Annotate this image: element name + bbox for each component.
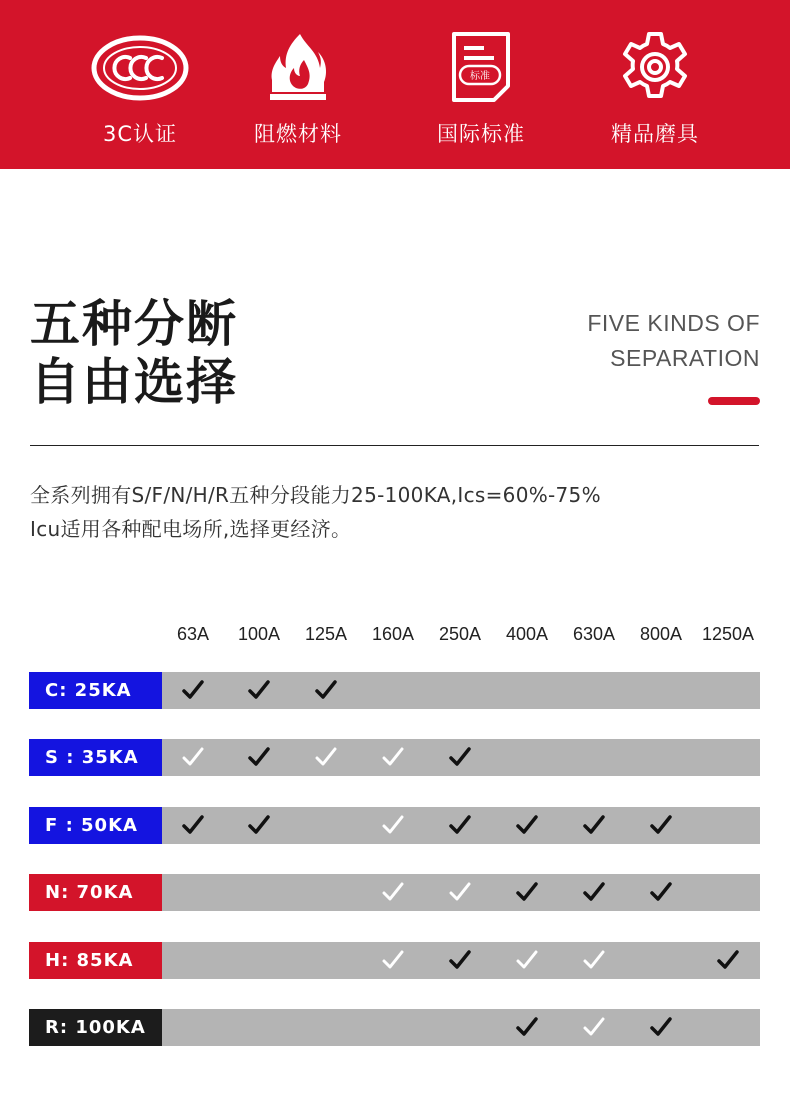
check-icon [247, 813, 271, 837]
column-header: 1250A [701, 624, 755, 644]
feature-precision-mold [555, 0, 755, 169]
gear-icon [618, 30, 692, 104]
check-light-icon [381, 745, 405, 769]
table-row [29, 672, 760, 709]
feature-label-flame: 阻燃材料 [254, 122, 342, 146]
check-icon [448, 948, 472, 972]
heading-cn-line2: 自由选择 [30, 353, 238, 411]
check-light-icon [582, 948, 606, 972]
check-icon [649, 880, 673, 904]
standard-badge-text: 标准 [470, 71, 490, 82]
check-icon [448, 813, 472, 837]
divider-line [30, 445, 759, 446]
check-light-icon [381, 813, 405, 837]
check-icon [515, 813, 539, 837]
description [30, 478, 765, 546]
check-icon [716, 948, 740, 972]
check-light-icon [181, 745, 205, 769]
table-row [29, 874, 760, 911]
ccc-certification-icon [90, 28, 190, 104]
check-icon [515, 880, 539, 904]
check-icon [649, 813, 673, 837]
heading-en-line1: FIVE KINDS OF [587, 310, 760, 336]
row-label: R: 100KA [29, 1009, 162, 1046]
check-icon [181, 813, 205, 837]
check-light-icon [314, 745, 338, 769]
feature-flame-retardant [198, 0, 398, 169]
standard-document-icon [450, 30, 512, 102]
check-light-icon [582, 1015, 606, 1039]
row-label: F : 50KA [29, 807, 162, 844]
table-row [29, 807, 760, 844]
check-icon [582, 813, 606, 837]
column-header: 800A [639, 624, 683, 644]
column-header: 63A [176, 624, 210, 644]
row-label: S : 35KA [29, 739, 162, 776]
column-header: 250A [438, 624, 482, 644]
feature-banner [0, 0, 790, 169]
check-icon [247, 745, 271, 769]
check-icon [247, 678, 271, 702]
heading-cn-line1: 五种分断 [30, 295, 238, 353]
check-light-icon [381, 948, 405, 972]
check-icon [314, 678, 338, 702]
check-icon [649, 1015, 673, 1039]
row-label: N: 70KA [29, 874, 162, 911]
table-row [29, 1009, 760, 1046]
heading-en-line2: SEPARATION [610, 345, 760, 371]
check-icon [515, 1015, 539, 1039]
check-icon [448, 745, 472, 769]
description-line1: 全系列拥有S/F/N/H/R五种分段能力25-100KA,Ics=60%-75% [30, 483, 601, 507]
row-label: H: 85KA [29, 942, 162, 979]
row-label: C: 25KA [29, 672, 162, 709]
feature-label-standard: 国际标准 [437, 122, 525, 146]
check-icon [582, 880, 606, 904]
check-light-icon [448, 880, 472, 904]
column-header: 125A [304, 624, 348, 644]
check-light-icon [381, 880, 405, 904]
check-icon [181, 678, 205, 702]
feature-label-precision-mold: 精品磨具 [611, 122, 699, 146]
column-header: 630A [572, 624, 616, 644]
column-header: 400A [505, 624, 549, 644]
accent-bar [708, 397, 760, 405]
column-header: 100A [237, 624, 281, 644]
description-line2: Icu适用各种配电场所,选择更经济。 [30, 517, 352, 541]
flame-icon [266, 32, 330, 104]
table-row [29, 739, 760, 776]
feature-label-3c: 3C认证 [102, 122, 178, 146]
check-light-icon [515, 948, 539, 972]
column-header: 160A [371, 624, 415, 644]
table-row [29, 942, 760, 979]
